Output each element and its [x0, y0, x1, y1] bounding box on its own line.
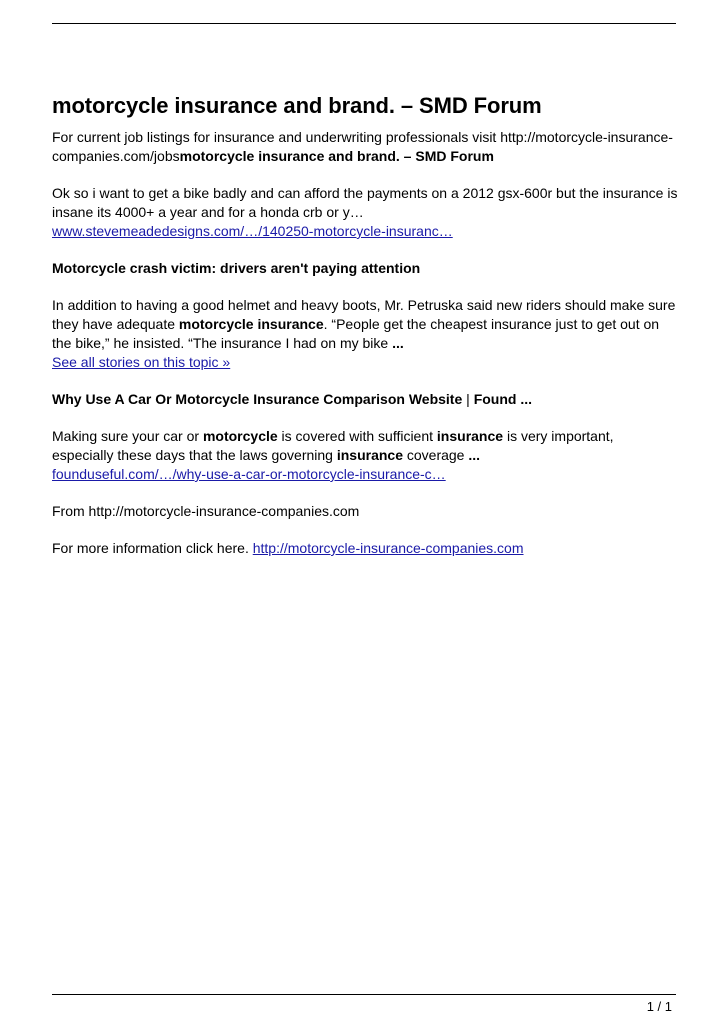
article-3-text-2: is covered with sufficient	[277, 428, 437, 444]
article-1-text: Ok so i want to get a bike badly and can afford the payments on a 2012 gsx-600r but the insurance is insane its 4000+ a year and for a honda crb or y…	[52, 185, 678, 220]
article-3-heading-separator: |	[462, 391, 474, 407]
article-1-link[interactable]: www.stevemeadedesigns.com/…/140250-motorcycle-insuranc…	[52, 223, 453, 239]
page-title: motorcycle insurance and brand. – SMD Forum	[52, 93, 542, 118]
article-3-paragraph	[52, 427, 678, 484]
article-2-paragraph	[52, 296, 678, 372]
article-3-link[interactable]: founduseful.com/…/why-use-a-car-or-motorcycle-insurance-c…	[52, 466, 446, 482]
article-2-heading	[52, 259, 678, 278]
page-number: 1 / 1	[646, 999, 672, 1014]
source-paragraph: From http://motorcycle-insurance-companies.com	[52, 503, 360, 519]
article-2-text-1: In addition to having a good helmet and heavy boots, Mr. Petruska said new riders should make sure they have adequate	[52, 297, 676, 332]
footer-rule	[52, 994, 676, 995]
article-3-heading	[52, 390, 678, 409]
document-body	[52, 93, 678, 576]
article-3-heading-text: Why Use A Car Or Motorcycle Insurance Comparison Website	[52, 391, 463, 407]
intro-bold-title: motorcycle insurance and brand. – SMD Forum	[179, 148, 494, 164]
more-info-text: For more information click here.	[52, 540, 253, 556]
article-2-text-2: . “People get the cheapest insurance just to get out on the bike,” he insisted. “The insurance I had on my bike	[52, 316, 660, 351]
article-2-heading-text: Motorcycle crash victim: drivers aren't paying attention	[52, 260, 421, 276]
article-2-bold-1: motorcycle insurance	[178, 316, 324, 332]
more-info-paragraph	[52, 539, 678, 558]
article-3-bold-3: insurance	[336, 447, 403, 463]
intro-paragraph	[52, 128, 678, 166]
article-3-bold-1: motorcycle	[202, 428, 278, 444]
more-info-link[interactable]: http://motorcycle-insurance-companies.com	[252, 540, 524, 556]
article-3-heading-text-2: Found ...	[473, 391, 533, 407]
article-3-bold-4: ...	[468, 447, 481, 463]
article-3-bold-2: insurance	[436, 428, 504, 444]
article-3-text-1: Making sure your car or	[52, 428, 203, 444]
article-2-bold-2: ...	[392, 335, 404, 351]
see-all-stories-link[interactable]: See all stories on this topic »	[52, 354, 231, 370]
header-rule	[52, 23, 676, 24]
intro-text: For current job listings for insurance and underwriting professionals visit http://motorcycle-insurance-companies.com/jobs	[52, 129, 673, 164]
article-1-paragraph	[52, 184, 678, 241]
article-3-text-3: is very important, especially these days that the laws governing	[52, 428, 614, 463]
article-3-text-4: coverage	[402, 447, 469, 463]
